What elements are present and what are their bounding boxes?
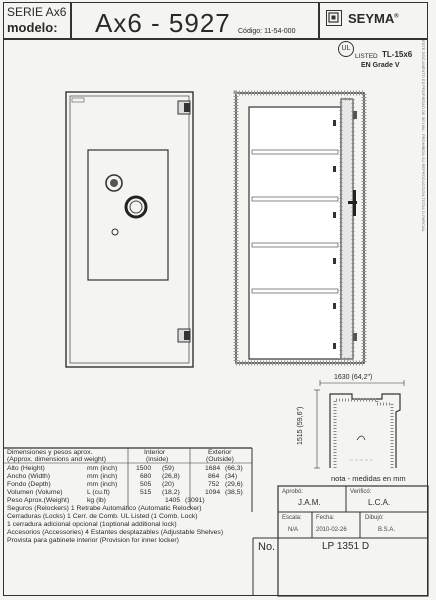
interior-header: Interior [144, 449, 166, 456]
exterior-subheader: (Outside) [206, 456, 234, 463]
spec-row-label: Ancho (Width) [7, 473, 51, 480]
tl-rating: TL-15x6 [382, 50, 413, 59]
en-grade: EN Grade V [361, 62, 400, 69]
spec-row-interior-alt: (26,8) [162, 473, 180, 480]
fecha-value: 2010-02-26 [316, 527, 347, 533]
optional-lock-line: 1 cerradura adicional opcional (1optional additional lock) [7, 521, 177, 528]
verifico-value: L.C.A. [368, 498, 391, 507]
ul-mark-icon: UL [338, 41, 354, 57]
escala-value: N/A [288, 527, 299, 533]
plan-depth-dimension: 1515 (59,6") [297, 406, 304, 445]
relockers-line: Seguros (Relockers) 1 Retrabe Automático (Automatic Relocker) [7, 505, 202, 512]
spec-row-exterior-alt: (66,3) [225, 465, 243, 472]
spec-row-label: Volumen (Volume) [7, 489, 63, 496]
weight-value: 1405 [165, 497, 181, 504]
spec-row-exterior: 864 [208, 473, 220, 480]
spec-row-exterior-alt: (34) [225, 473, 238, 480]
accessories-line: Accesorios (Accessories) 4 Estantes desplazables (Adjustable Shelves) [7, 529, 224, 536]
spec-row-interior: 680 [140, 473, 152, 480]
verifico-label: Verificó: [350, 489, 372, 495]
front-view-drawing [66, 92, 193, 367]
spec-notes [7, 505, 223, 545]
exterior-header: Exterior [208, 449, 232, 456]
spec-row-interior: 515 [140, 489, 152, 496]
interior-subheader: (inside) [146, 456, 169, 463]
spec-row-exterior-alt: (38,5) [225, 489, 243, 496]
spec-title: Dimensiones y pesos aprox. [7, 449, 93, 456]
spec-row-unit: L (cu.ft) [87, 489, 110, 496]
codigo-label: Código: 11-54-000 [238, 28, 296, 35]
spec-row-exterior: 752 [208, 481, 220, 488]
dibujo-value: B.S.A. [378, 527, 396, 533]
brand-name: SEYMA® [348, 11, 399, 26]
spec-row-exterior-alt: (29,6) [225, 481, 243, 488]
spec-row-interior: 505 [140, 481, 152, 488]
doc-number: LP 1351 D [322, 541, 370, 552]
spec-row-exterior: 1094 [205, 489, 221, 496]
model-number: Ax6 - 5927 [95, 8, 231, 38]
spec-row-interior-alt: (59) [162, 465, 175, 472]
spec-row-unit: mm (inch) [87, 473, 118, 480]
weight-value-alt: (3091) [185, 497, 205, 504]
escala-label: Escala: [282, 515, 302, 521]
spec-row-label: Fondo (Depth) [7, 481, 51, 488]
serie-label: SERIE Ax6 [7, 5, 67, 19]
spec-row-unit: mm (inch) [87, 465, 118, 472]
spec-row-interior-alt: (18,2) [162, 489, 180, 496]
spec-row-interior: 1500 [136, 465, 152, 472]
fecha-label: Fecha: [316, 515, 335, 521]
dibujo-label: Dibujó: [365, 515, 384, 521]
plan-width-dimension: 1630 (64,2") [334, 374, 373, 381]
weight-unit: kg (lb) [87, 497, 106, 504]
spec-row-exterior: 1684 [205, 465, 221, 472]
aprobo-value: J.A.M. [298, 498, 321, 507]
spec-row-label: Alto (Height) [7, 465, 45, 472]
side-legal-text: ESTE DOCUMENTO ES PROPIEDAD DE SEYMA - PROHIBIDA SU REPRODUCCION TOTAL O PARCIAL [421, 40, 426, 232]
spec-row-interior-alt: (20) [162, 481, 175, 488]
inner-locker-line: Provista para gabinete interior (Provision for inner locker) [7, 537, 179, 544]
doc-number-label: No. [258, 541, 276, 553]
weight-label: Peso Aprox.(Weight) [7, 497, 70, 504]
spec-row-unit: mm (inch) [87, 481, 118, 488]
plan-view-drawing [314, 380, 404, 468]
aprobo-label: Aprobó: [282, 489, 304, 495]
modelo-label: modelo: [7, 20, 58, 35]
section-view-drawing [236, 93, 364, 363]
ul-listed-label: LISTED [355, 53, 378, 60]
note-units: nota - medidas en mm [331, 474, 406, 483]
locks-line: Cerraduras (Locks) 1 Cerr. de Comb. UL Listed (1 Comb. Lock) [7, 513, 198, 520]
spec-title-en: (Approx. dimensions and weight) [7, 456, 106, 463]
